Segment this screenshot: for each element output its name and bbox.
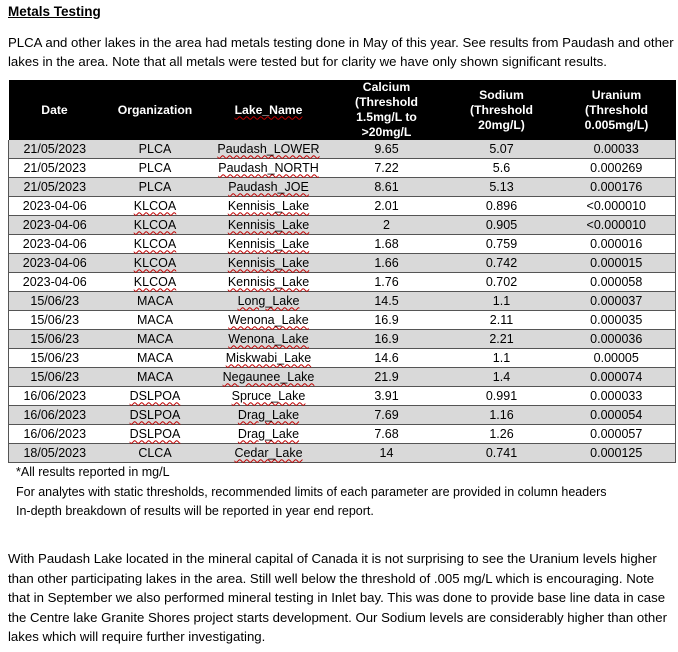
cell-organization: CLCA xyxy=(101,444,210,463)
cell-calcium: 14.6 xyxy=(328,349,446,368)
table-row xyxy=(9,159,676,178)
col-header-calcium: Calcium (Threshold 1.5mg/L to >20mg/L xyxy=(328,80,446,140)
cell-lake-name xyxy=(210,444,328,463)
cell-uranium: 0.000176 xyxy=(558,178,676,197)
cell-organization xyxy=(101,235,210,254)
lake-name-text: Drag_Lake xyxy=(237,407,300,422)
cell-organization: PLCA xyxy=(101,140,210,159)
col-header-sodium: Sodium (Threshold 20mg/L) xyxy=(446,80,558,140)
cell-organization xyxy=(101,273,210,292)
cell-lake-name xyxy=(210,292,328,311)
cell-date: 15/06/23 xyxy=(9,330,101,349)
lake-name-text: Drag_Lake xyxy=(237,426,300,441)
table-header-row xyxy=(9,80,676,140)
cell-sodium: 0.742 xyxy=(446,254,558,273)
cell-lake-name xyxy=(210,349,328,368)
cell-uranium: <0.000010 xyxy=(558,197,676,216)
cell-organization: MACA xyxy=(101,292,210,311)
cell-calcium: 7.68 xyxy=(328,425,446,444)
table-row xyxy=(9,140,676,159)
col-header-organization: Organization xyxy=(101,80,210,140)
table-row xyxy=(9,349,676,368)
table-row xyxy=(9,311,676,330)
cell-calcium: 9.65 xyxy=(328,140,446,159)
cell-date: 16/06/2023 xyxy=(9,425,101,444)
cell-calcium: 2 xyxy=(328,216,446,235)
notes xyxy=(16,463,607,522)
cell-lake-name xyxy=(210,330,328,349)
cell-sodium: 1.4 xyxy=(446,368,558,387)
cell-calcium: 14.5 xyxy=(328,292,446,311)
cell-lake-name xyxy=(210,235,328,254)
lake-name-text: Long_Lake xyxy=(237,293,300,308)
lake-name-text: Kennisis_Lake xyxy=(227,217,310,232)
table-row xyxy=(9,197,676,216)
note-thresholds: For analytes with static thresholds, recommended limits of each parameter are provided in column headers xyxy=(16,484,607,499)
cell-sodium: 1.16 xyxy=(446,406,558,425)
cell-date: 16/06/2023 xyxy=(9,387,101,406)
cell-organization xyxy=(101,197,210,216)
col-header-lake-name xyxy=(210,80,328,140)
cell-calcium: 16.9 xyxy=(328,311,446,330)
metals-table xyxy=(8,80,676,463)
cell-uranium: 0.000033 xyxy=(558,387,676,406)
lake-name-text: Miskwabi_Lake xyxy=(225,350,312,365)
cell-organization xyxy=(101,254,210,273)
cell-date: 2023-04-06 xyxy=(9,235,101,254)
table-row xyxy=(9,235,676,254)
cell-organization: MACA xyxy=(101,330,210,349)
cell-uranium: 0.000074 xyxy=(558,368,676,387)
cell-organization: MACA xyxy=(101,311,210,330)
cell-sodium: 2.11 xyxy=(446,311,558,330)
cell-organization xyxy=(101,387,210,406)
cell-sodium: 0.759 xyxy=(446,235,558,254)
cell-uranium: 0.000036 xyxy=(558,330,676,349)
cell-calcium: 7.22 xyxy=(328,159,446,178)
cell-lake-name xyxy=(210,254,328,273)
cell-sodium: 1.1 xyxy=(446,349,558,368)
organization-text: KLCOA xyxy=(133,255,177,270)
cell-uranium: 0.000057 xyxy=(558,425,676,444)
cell-uranium: 0.000054 xyxy=(558,406,676,425)
table-row xyxy=(9,330,676,349)
col-header-date: Date xyxy=(9,80,101,140)
cell-uranium: 0.000058 xyxy=(558,273,676,292)
cell-lake-name xyxy=(210,425,328,444)
organization-text: KLCOA xyxy=(133,217,177,232)
organization-text: DSLPOA xyxy=(129,426,181,441)
cell-uranium: 0.000125 xyxy=(558,444,676,463)
conclusion-paragraph: With Paudash Lake located in the mineral capital of Canada it is not surprising to see the Uranium levels higher than other participating lakes in the area. Still well below the threshold of .005 mg/L which is encouraging. Note that in September we also performed mineral testing in Inlet bay. This was done to provide base line data in case the Centre lake Granite Shores project starts development. Our Sodium levels are considerably higher than other lakes which will require further investigating. xyxy=(8,551,667,644)
cell-lake-name xyxy=(210,387,328,406)
cell-date: 2023-04-06 xyxy=(9,216,101,235)
cell-organization xyxy=(101,406,210,425)
organization-text: DSLPOA xyxy=(129,388,181,403)
lake-name-text: Kennisis_Lake xyxy=(227,236,310,251)
cell-lake-name xyxy=(210,178,328,197)
col-header-uranium: Uranium (Threshold 0.005mg/L) xyxy=(558,80,676,140)
lake-name-text: Kennisis_Lake xyxy=(227,255,310,270)
lake-name-text: Spruce_Lake xyxy=(231,388,306,403)
cell-sodium: 5.07 xyxy=(446,140,558,159)
cell-sodium: 0.896 xyxy=(446,197,558,216)
table-row xyxy=(9,425,676,444)
lake-name-text: Paudash_JOE xyxy=(228,179,309,194)
cell-sodium: 1.1 xyxy=(446,292,558,311)
table-row xyxy=(9,368,676,387)
cell-date: 21/05/2023 xyxy=(9,178,101,197)
cell-uranium: 0.000016 xyxy=(558,235,676,254)
cell-date: 15/06/23 xyxy=(9,368,101,387)
cell-calcium: 1.66 xyxy=(328,254,446,273)
cell-sodium: 2.21 xyxy=(446,330,558,349)
cell-lake-name xyxy=(210,311,328,330)
cell-date: 18/05/2023 xyxy=(9,444,101,463)
cell-sodium: 0.741 xyxy=(446,444,558,463)
table-row xyxy=(9,387,676,406)
cell-sodium: 0.702 xyxy=(446,273,558,292)
organization-text: KLCOA xyxy=(133,198,177,213)
cell-lake-name xyxy=(210,159,328,178)
cell-lake-name xyxy=(210,197,328,216)
table-row xyxy=(9,254,676,273)
note-units: *All results reported in mg/L xyxy=(16,465,170,479)
cell-date: 2023-04-06 xyxy=(9,254,101,273)
cell-calcium: 14 xyxy=(328,444,446,463)
cell-organization: PLCA xyxy=(101,178,210,197)
cell-calcium: 16.9 xyxy=(328,330,446,349)
cell-uranium: 0.000035 xyxy=(558,311,676,330)
lake-name-text: Paudash_NORTH xyxy=(218,160,319,175)
table-row xyxy=(9,292,676,311)
cell-lake-name xyxy=(210,273,328,292)
cell-organization: MACA xyxy=(101,368,210,387)
cell-sodium: 0.905 xyxy=(446,216,558,235)
cell-uranium: 0.00005 xyxy=(558,349,676,368)
cell-lake-name xyxy=(210,140,328,159)
cell-lake-name xyxy=(210,216,328,235)
cell-date: 15/06/23 xyxy=(9,292,101,311)
cell-sodium: 0.991 xyxy=(446,387,558,406)
cell-date: 15/06/23 xyxy=(9,311,101,330)
organization-text: KLCOA xyxy=(133,236,177,251)
note-report: In-depth breakdown of results will be reported in year end report. xyxy=(16,504,374,518)
cell-date: 21/05/2023 xyxy=(9,140,101,159)
page-title: Metals Testing xyxy=(8,4,101,19)
cell-sodium: 5.13 xyxy=(446,178,558,197)
cell-date: 2023-04-06 xyxy=(9,197,101,216)
cell-uranium: 0.00033 xyxy=(558,140,676,159)
cell-sodium: 1.26 xyxy=(446,425,558,444)
cell-lake-name xyxy=(210,368,328,387)
cell-organization: MACA xyxy=(101,349,210,368)
cell-uranium: 0.000015 xyxy=(558,254,676,273)
cell-uranium: 0.000037 xyxy=(558,292,676,311)
cell-organization xyxy=(101,216,210,235)
cell-calcium: 7.69 xyxy=(328,406,446,425)
cell-organization: PLCA xyxy=(101,159,210,178)
cell-date: 15/06/23 xyxy=(9,349,101,368)
lake-name-text: Wenona_Lake xyxy=(228,331,309,346)
cell-organization xyxy=(101,425,210,444)
cell-calcium: 1.76 xyxy=(328,273,446,292)
cell-calcium: 2.01 xyxy=(328,197,446,216)
lake-name-text: Kennisis_Lake xyxy=(227,198,310,213)
organization-text: KLCOA xyxy=(133,274,177,289)
cell-date: 2023-04-06 xyxy=(9,273,101,292)
lake-name-text: Wenona_Lake xyxy=(228,312,309,327)
table-row xyxy=(9,444,676,463)
cell-sodium: 5.6 xyxy=(446,159,558,178)
cell-calcium: 21.9 xyxy=(328,368,446,387)
table-row xyxy=(9,216,676,235)
cell-lake-name xyxy=(210,406,328,425)
cell-calcium: 8.61 xyxy=(328,178,446,197)
lake-name-text: Cedar_Lake xyxy=(234,445,303,460)
lake-name-text: Negaunee_Lake xyxy=(222,369,315,384)
intro-paragraph: PLCA and other lakes in the area had metals testing done in May of this year. See results from Paudash and other lakes in the area. Note that all metals were tested but for clarity we have only shown significant results. xyxy=(8,35,674,69)
table-row xyxy=(9,178,676,197)
cell-uranium: 0.000269 xyxy=(558,159,676,178)
table-row xyxy=(9,406,676,425)
cell-date: 16/06/2023 xyxy=(9,406,101,425)
cell-calcium: 1.68 xyxy=(328,235,446,254)
organization-text: DSLPOA xyxy=(129,407,181,422)
cell-calcium: 3.91 xyxy=(328,387,446,406)
table-row xyxy=(9,273,676,292)
cell-uranium: <0.000010 xyxy=(558,216,676,235)
cell-date: 21/05/2023 xyxy=(9,159,101,178)
lake-name-text: Paudash_LOWER xyxy=(217,141,320,156)
lake-name-header-text: Lake_Name xyxy=(234,102,303,117)
lake-name-text: Kennisis_Lake xyxy=(227,274,310,289)
